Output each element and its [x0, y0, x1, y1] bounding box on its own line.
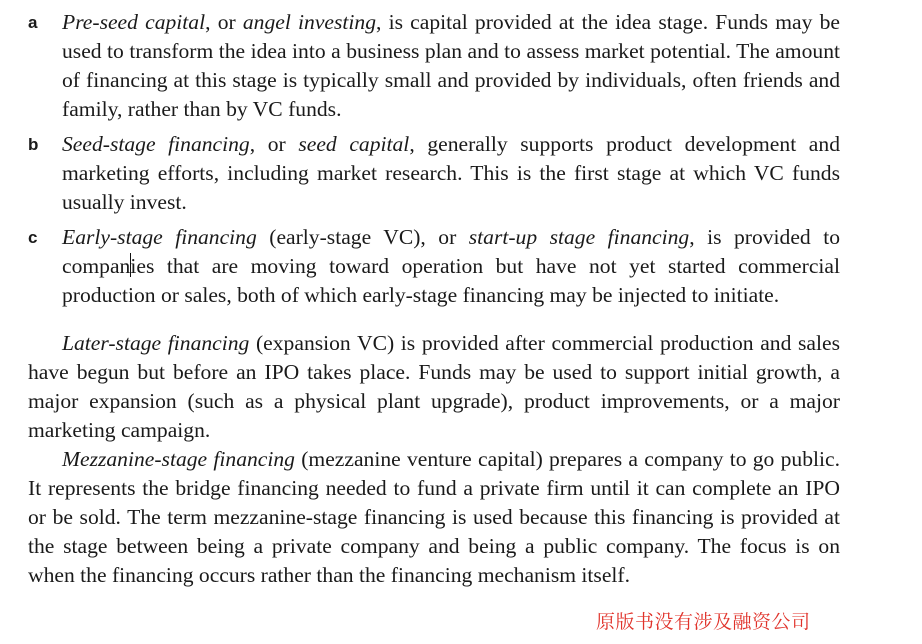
term-seed-stage-financing: Seed-stage financing — [62, 132, 250, 156]
term-seed-capital: seed capital — [298, 132, 410, 156]
watermark-note: 原版书没有涉及融资公司 — [596, 611, 811, 633]
list-item-b — [28, 130, 840, 217]
list-marker: a — [28, 13, 38, 32]
list-marker: c — [28, 228, 38, 247]
list-marker: b — [28, 135, 39, 154]
list-item-text: , or — [249, 132, 299, 156]
list-item-text: , is provided to compan — [62, 225, 840, 278]
paragraph-later-stage — [28, 329, 840, 445]
paragraph-text: (expansion VC) is provided after commercial production and sales have begun but before an IPO takes place. Funds may be used to support initial growth, a major expansion (such as a physical plant upgrade), product improvements, or a major marketing campaign. — [28, 331, 840, 442]
list-item-a — [28, 8, 840, 124]
term-start-up-stage-financing: start-up stage financing — [468, 225, 690, 249]
paragraph-mezzanine-stage — [28, 445, 840, 590]
paragraph-text: (mezzanine venture capital) prepares a company to go public. It represents the bridge financing needed to fund a private firm until it can complete an IPO or be sold. The term mezzanine-stage financing is used because this financing is provided at the stage between being a private company and being a public company. The focus is on when the financing occurs rather than the financing mechanism itself. — [28, 447, 840, 587]
term-angel-investing: angel investing — [242, 10, 376, 34]
term-later-stage-financing: Later-stage financing — [62, 331, 250, 355]
list-item-text: , generally supports product development and marketing efforts, including market research. This is the first stage at which VC funds usually invest. — [62, 132, 840, 214]
list-item-c — [28, 223, 840, 310]
list-item-text: , is capital provided at the idea stage. Funds may be used to transform the idea into a business plan and to assess market potential. The amount of financing at this stage is typically small and provided by individuals, often friends and family, rather than by VC funds. — [62, 10, 841, 121]
list-item-text: (early-stage VC), or — [256, 225, 469, 249]
list-item-text: , or — [205, 10, 243, 34]
term-pre-seed-capital: Pre-seed capital — [62, 10, 206, 34]
document-page — [28, 8, 840, 590]
term-early-stage-financing: Early-stage financing — [62, 225, 257, 249]
term-mezzanine-stage-financing: Mezzanine-stage financing — [62, 447, 295, 471]
list-item-text: ies that are moving toward operation but have not yet started commercial production or sales, both of which early-stage financing may be injected to initiate. — [62, 254, 840, 307]
